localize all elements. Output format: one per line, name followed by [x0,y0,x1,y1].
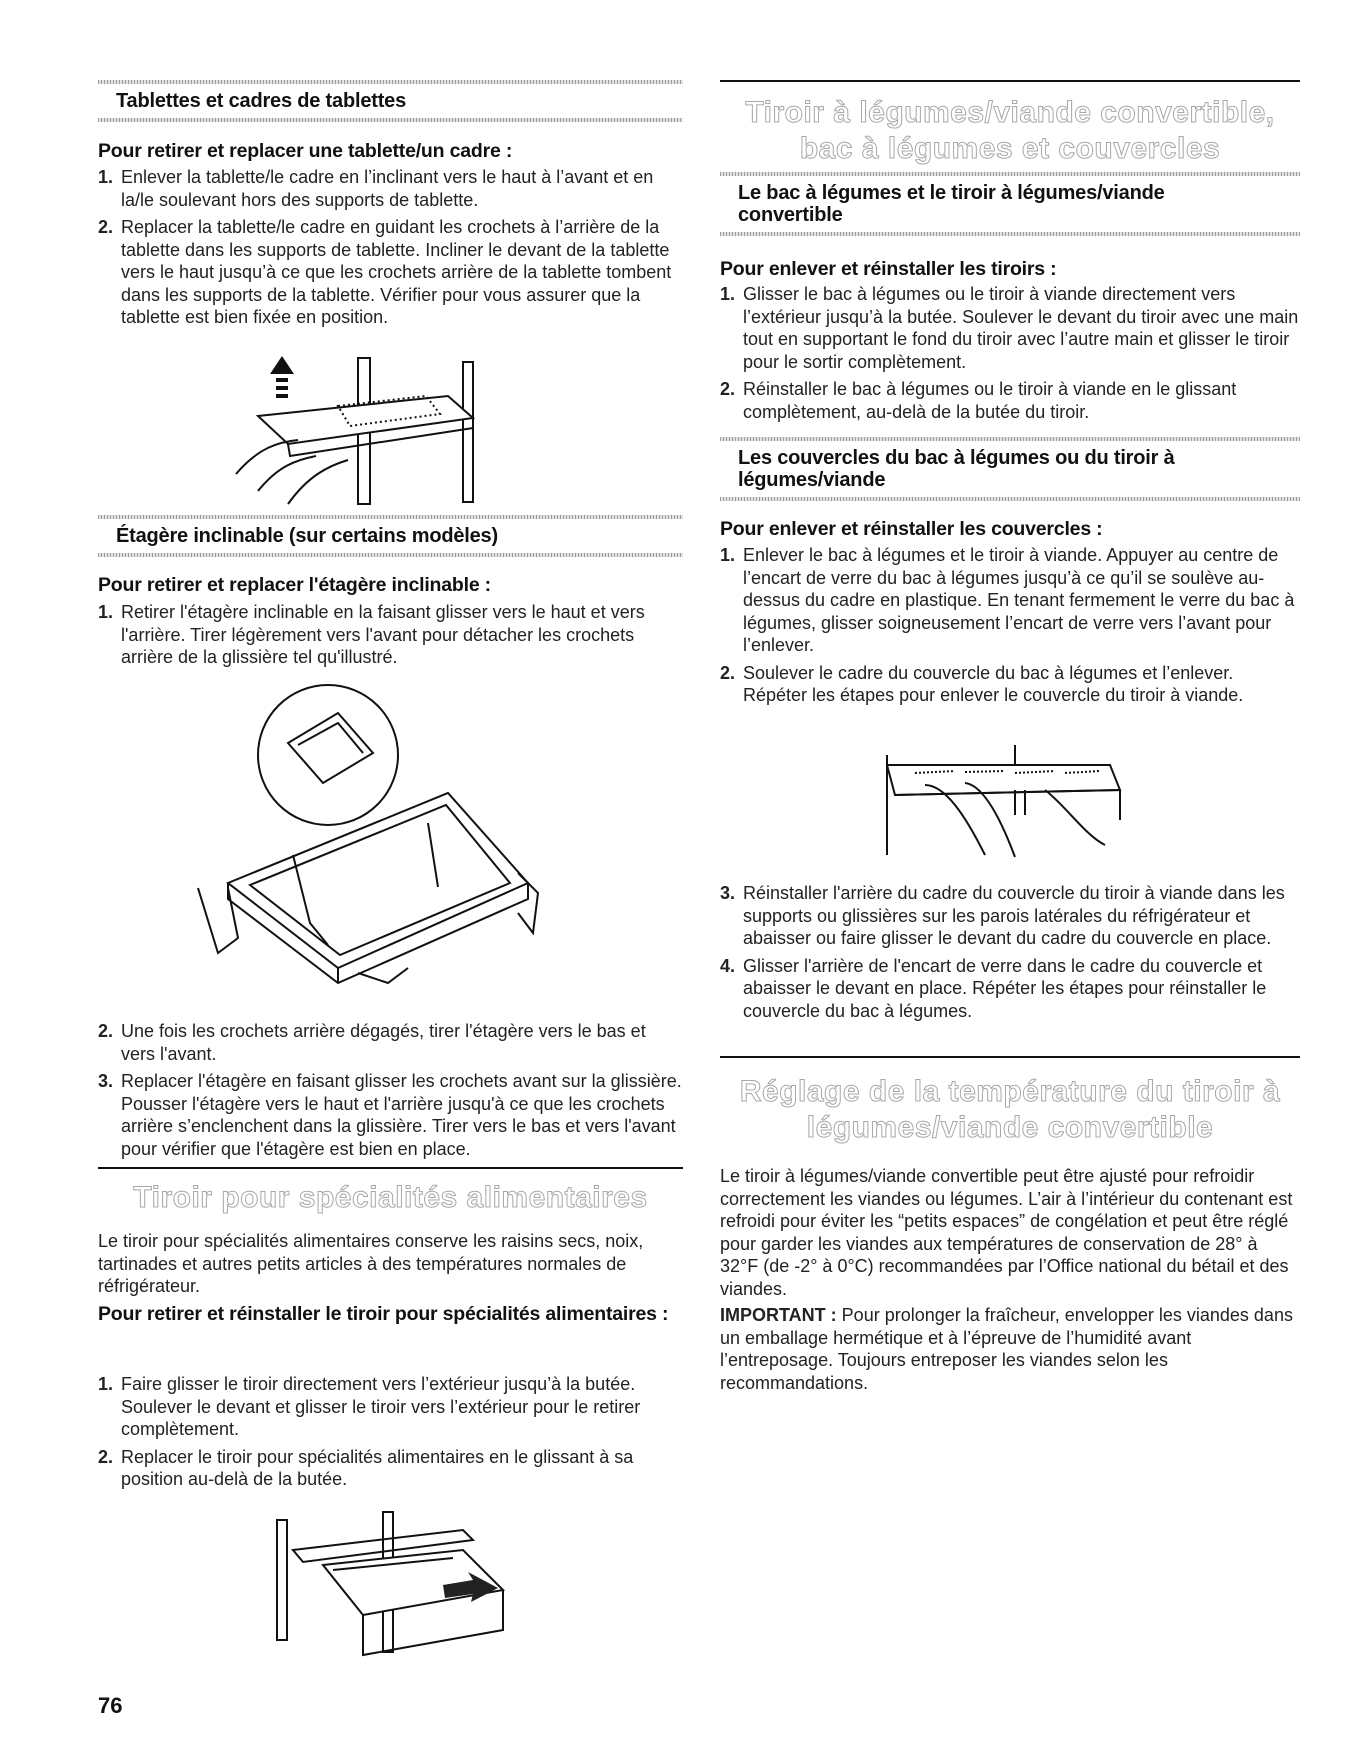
list-item: 1. Enlever le bac à légumes et le tiroir à viande. Appuyer au centre de l’encart de verre du bac à légumes jusqu’à ce qu’il se soulève au-dessus du cadre en plastique. En tenant fermement le verre du bac à légumes, glisser soigneusement l’encart de verre vers l’avant pour l’enlever. [720,545,1295,655]
specialty-drawer-heading: Tiroir pour spécialités alimentaires [133,1181,648,1214]
covers-steps-a [720,544,1300,712]
section-rule [98,1167,683,1169]
tilt-shelf-procedure-title: Pour retirer et replacer l'étagère inclinable : [98,574,491,596]
shelves-section [98,80,683,122]
shelf-removal-illustration [218,356,558,504]
shelves-procedure-title: Pour retirer et replacer une tablette/un cadre : [98,140,513,162]
tilt-shelf-section [98,515,683,557]
crisper-title: Le bac à légumes et le tiroir à légumes/viande convertible [738,182,1165,226]
crisper-main-heading: Tiroir à légumes/viande convertible, bac à légumes et couvercles [745,96,1275,165]
temperature-heading: Réglage de la température du tiroir à légumes/viande convertible [739,1075,1281,1144]
specialty-drawer-intro: Le tiroir pour spécialités alimentaires conserve les raisins secs, noix, tartinades et autres petits articles à des températures normales de réfrigérateur. [98,1231,644,1296]
specialty-drawer-procedure-title: Pour retirer et réinstaller le tiroir pour spécialités alimentaires : [98,1303,669,1325]
section-divider [98,553,683,557]
list-item: 1. Glisser le bac à légumes ou le tiroir à viande directement vers l’extérieur jusqu’à la butée. Soulever le devant du tiroir avec une main tout en supportant le fond du tiroir avec l’autre main et glisser le tiroir pour le sortir complètement. [720,284,1299,372]
tilt-shelf-steps-a [98,601,683,674]
list-item: 2. Une fois les crochets arrière dégagés, tirer l'étagère vers le bas et vers l'avant. [98,1021,646,1064]
covers-title: Les couvercles du bac à légumes ou du tiroir à légumes/viande [738,447,1175,491]
shelves-steps [98,166,683,334]
section-divider [98,118,683,122]
crisper-steps [720,283,1300,428]
crisper-procedure-title: Pour enlever et réinstaller les tiroirs : [720,258,1057,280]
section-divider [720,232,1300,236]
shelves-title: Tablettes et cadres de tablettes [116,90,407,112]
list-item: 2. Soulever le cadre du couvercle du bac à légumes et l’enlever. Répéter les étapes pour enlever le couvercle du tiroir à viande. [720,662,1244,705]
list-item: 4. Glisser l'arrière de l'encart de verre dans le cadre du couvercle et abaisser le devant en place. Répéter les étapes pour réinstaller le couvercle du bac à légumes. [720,955,1267,1021]
list-item: 2. Réinstaller le bac à légumes ou le tiroir à viande en le glissant complètement, au-delà de la butée du tiroir. [720,379,1237,422]
important-note [720,1304,1300,1394]
list-item: 3. Réinstaller l'arrière du cadre du couvercle du tiroir à viande dans les supports ou glissières sur les parois latérales du réfrigérateur et abaisser ou faire glisser le devant du cadre du couvercle en place. [720,883,1285,948]
list-item: 3. Replacer l'étagère en faisant glisser les crochets avant sur la glissière. Pousser l'étagère vers le haut et l'arrière jusqu'à ce que les crochets arrière s’enclenchent dans la glissière. Tirer vers le bas et vers l'avant pour vérifier que l'étagère est bien en place. [98,1071,682,1159]
specialty-drawer-steps [98,1373,683,1496]
covers-steps-b [720,882,1300,1027]
section-divider [98,80,683,84]
covers-section [720,437,1300,501]
list-item: 2. Replacer le tiroir pour spécialités alimentaires en le glissant à sa position au-delà de la butée. [98,1446,634,1489]
specialty-drawer-illustration [273,1510,523,1660]
list-item: 2. Replacer la tablette/le cadre en guidant les crochets à l’arrière de la tablette dans les supports de tablette. Incliner le devant de la tablette vers le haut jusqu’à ce que les crochets arrière de la tablette tombent dans les supports de la tablette. Vérifier pour vous assurer que la tablette est bien fixée en position. [98,217,672,327]
section-divider [720,172,1300,176]
crisper-cover-illustration [885,745,1125,865]
temperature-paragraph: Le tiroir à légumes/viande convertible peut être ajusté pour refroidir correctement les viandes ou légumes. L’air à l’intérieur du contenant est refroidi pour éviter les “petits espaces” de congélation et peut être réglé pour garder les viandes aux températures de conservation de 28° à 32°F (de -2° à 0°C) recommandées par l’Office national du bétail et des viandes. [720,1166,1293,1299]
section-rule [720,1056,1300,1058]
list-item: 1. Faire glisser le tiroir directement vers l’extérieur jusqu’à la butée. Soulever le devant et glisser le tiroir vers l’extérieur pour le retirer complètement. [98,1374,641,1439]
list-item: 1. Retirer l'étagère inclinable en la faisant glisser vers le haut et vers l'arrière. Tirer légèrement vers l'avant pour détacher les crochets arrière de la glissière tel qu'illustré. [98,602,645,667]
important-label: IMPORTANT : [720,1305,837,1325]
section-divider [720,437,1300,441]
covers-procedure-title: Pour enlever et réinstaller les couvercles : [720,518,1103,540]
crisper-section [720,172,1300,236]
tilt-shelf-title: Étagère inclinable (sur certains modèles) [116,525,498,547]
section-divider [720,497,1300,501]
list-item: 1. Enlever la tablette/le cadre en l’inclinant vers le haut à l’avant et en la/le soulevant hors des supports de tablette. [98,167,654,210]
tilt-shelf-illustration [188,683,598,1003]
page-number: 76 [98,1693,123,1718]
important-text: Pour prolonger la fraîcheur, envelopper les viandes dans un emballage hermétique et à l’épreuve de l’humidité avant l’entreposage. Toujours entreposer les viandes selon les recommandations. [720,1305,1293,1393]
section-divider [98,515,683,519]
section-rule [720,80,1300,82]
tilt-shelf-steps-b [98,1020,683,1165]
